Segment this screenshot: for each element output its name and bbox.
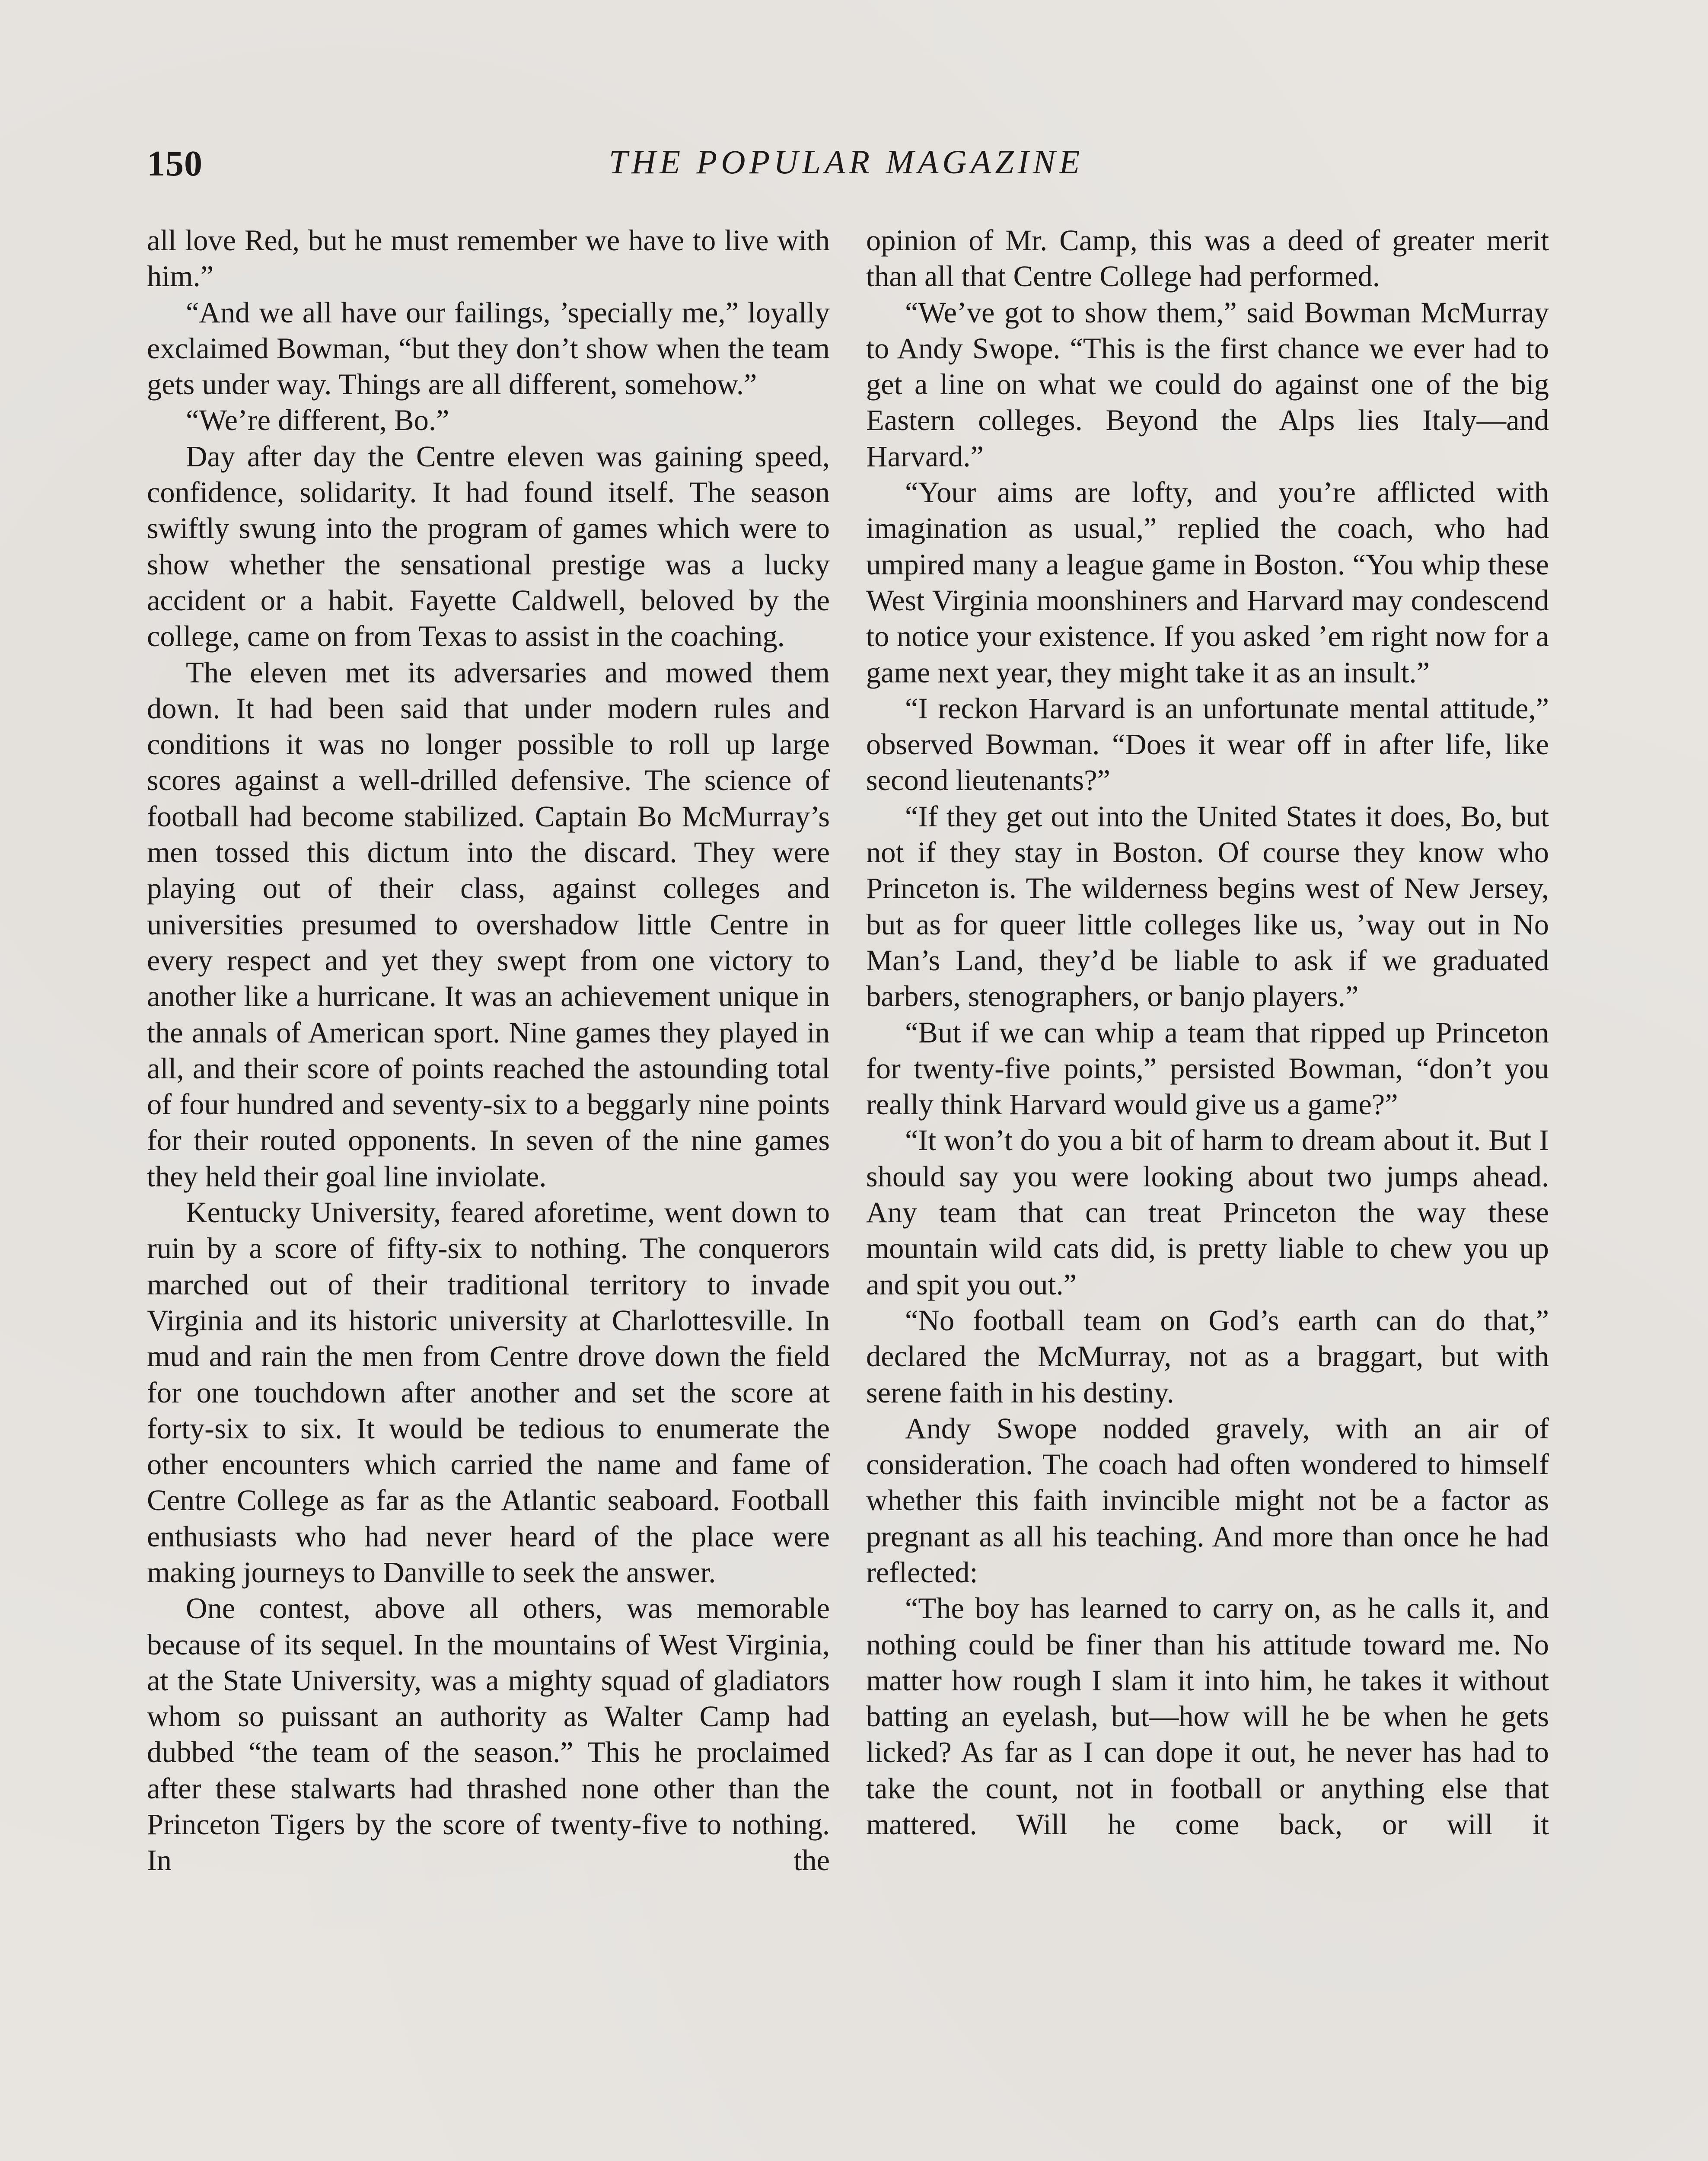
paragraph: Day after day the Centre eleven was gaining speed, confidence, solidarity. It had found itself. The season swiftly swung into the program of games which were to show whether the sensational prestige was a lucky accident or a habit. Fayette Caldwell, beloved by the college, came on from Texas to assist in the coaching. bbox=[147, 440, 830, 653]
paragraph: opinion of Mr. Camp, this was a deed of greater merit than all that Centre College had performed. bbox=[866, 224, 1549, 293]
paragraph: “We’ve got to show them,” said Bowman McMurray to Andy Swope. “This is the first chance we ever had to get a line on what we could do against one of the big Eastern colleges. Beyond the Alps lies Italy—and Harvard.” bbox=[866, 296, 1549, 473]
paragraph: Andy Swope nodded gravely, with an air of consideration. The coach had often wondered to himself whether this faith invincible might not be a factor as pregnant as all his teaching. And more than once he had reflected: bbox=[866, 1412, 1549, 1589]
paragraph: One contest, above all others, was memorable because of its sequel. In the mountains of West Virginia, at the State University, was a mighty squad of gladiators whom so puissant an authority as Walter Camp had dubbed “the team of the season.” This he proclaimed after these stalwarts had thrashed none other than the Princeton Tigers by the score of twenty-five to nothing. In the bbox=[147, 1592, 830, 1877]
paragraph: “If they get out into the United States it does, Bo, but not if they stay in Boston. Of course they know who Princeton is. The wilderness begins west of New Jersey, but as for queer little colleges like us, ’way out in No Man’s Land, they’d be liable to ask if we graduated barbers, stenographers, or banjo players.” bbox=[866, 800, 1549, 1013]
paragraph: “I reckon Harvard is an unfortunate mental attitude,” observed Bowman. “Does it wear off in after life, like second lieutenants?” bbox=[866, 692, 1549, 797]
right-column bbox=[866, 223, 1549, 1842]
paragraph: The eleven met its adversaries and mowed them down. It had been said that under modern rules and conditions it was no longer possible to roll up large scores against a well-drilled defensive. The science of football had become stabilized. Captain Bo McMurray’s men tossed this dictum into the discard. They were playing out of their class, against colleges and universities presumed to overshadow little Centre in every respect and yet they swept from one victory to another like a hurricane. It was an achievement unique in the annals of American sport. Nine games they played in all, and their score of points reached the astounding total of four hundred and seventy-six to a beggarly nine points for their routed opponents. In seven of the nine games they held their goal line inviolate. bbox=[147, 656, 830, 1193]
paragraph: “The boy has learned to carry on, as he calls it, and nothing could be finer than his attitude toward me. No matter how rough I slam it into him, he takes it without batting an eyelash, but—how will he be when he gets licked? As far as I can dope it out, he never has had to take the count, not in football or anything else that mattered. Will he come back, or will it bbox=[866, 1592, 1549, 1841]
paragraph: “It won’t do you a bit of harm to dream about it. But I should say you were looking about two jumps ahead. Any team that can treat Princeton the way these mountain wild cats did, is pretty liable to chew you up and spit you out.” bbox=[866, 1124, 1549, 1301]
paragraph: “No football team on God’s earth can do that,” declared the McMurray, not as a braggart, but with serene faith in his destiny. bbox=[866, 1304, 1549, 1409]
running-title: THE POPULAR MAGAZINE bbox=[609, 143, 1084, 181]
paragraph: “But if we can whip a team that ripped up Princeton for twenty-five points,” persisted Bowman, “don’t you really think Harvard would give us a game?” bbox=[866, 1016, 1549, 1121]
paragraph: “And we all have our failings, ’specially me,” loyally exclaimed Bowman, “but they don’t show when the team gets under way. Things are all different, somehow.” bbox=[147, 296, 830, 401]
paragraph: “We’re different, Bo.” bbox=[186, 404, 449, 437]
page-number: 150 bbox=[147, 143, 203, 184]
paragraph: “Your aims are lofty, and you’re afflicted with imagination as usual,” replied the coach, who had umpired many a league game in Boston. “You whip these West Virginia moonshiners and Harvard may condescend to notice your existence. If you asked ’em right now for a game next year, they might take it as an insult.” bbox=[866, 476, 1549, 689]
paragraph: all love Red, but he must remember we have to live with him.” bbox=[147, 224, 830, 293]
left-column bbox=[147, 223, 830, 1879]
paragraph: Kentucky University, feared aforetime, went down to ruin by a score of fifty-six to nothing. The conquerors marched out of their traditional territory to invade Virginia and its historic university at Charlottesville. In mud and rain the men from Centre drove down the field for one touchdown after another and set the score at forty-six to six. It would be tedious to enumerate the other encounters which carried the name and fame of Centre College as far as the Atlantic seaboard. Football enthusiasts who had never heard of the place were making journeys to Danville to seek the answer. bbox=[147, 1196, 830, 1589]
page-header bbox=[147, 143, 1545, 194]
